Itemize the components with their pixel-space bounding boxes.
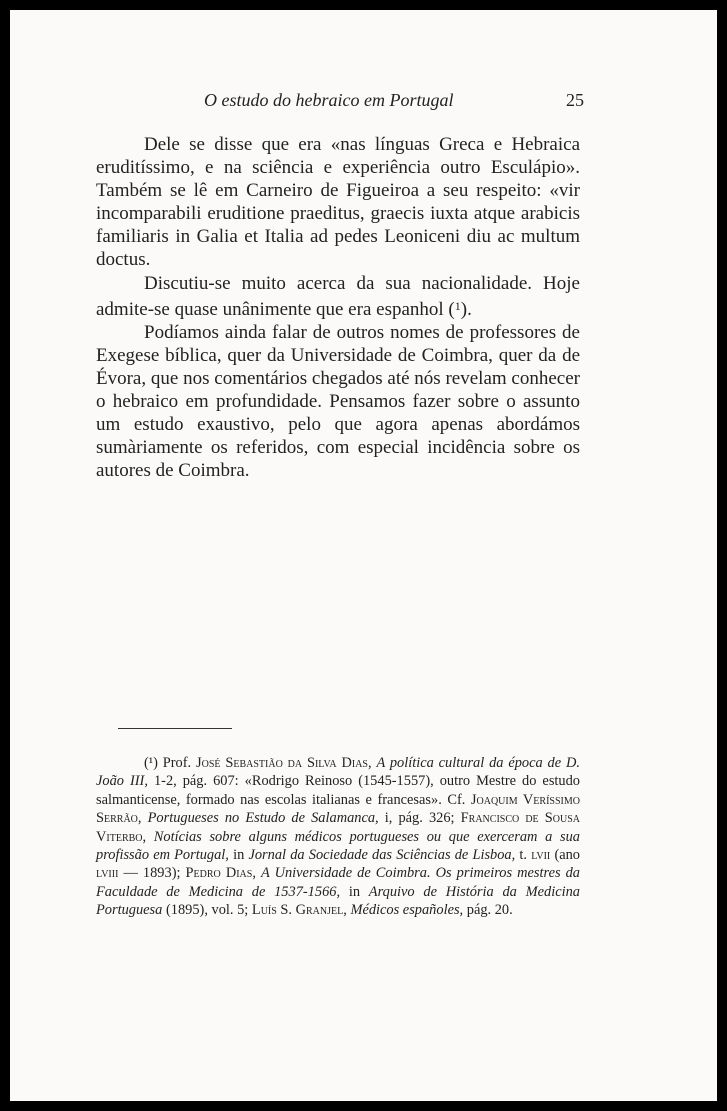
footnote-author: Francisco de Sousa Viterbo, xyxy=(96,810,580,845)
footnote-author: Joaquim Veríssimo Serrão, xyxy=(96,791,580,827)
footnote-1 xyxy=(96,754,580,920)
footnote-volume: lviii xyxy=(96,865,119,882)
footnote-author: Luís S. Granjel, xyxy=(251,902,347,919)
footnote-divider xyxy=(118,728,232,729)
footnote-text: — 1893); xyxy=(123,865,181,882)
footnote-journal-title: Jornal da Sociedade das Sciências de Lisboa, xyxy=(248,847,516,864)
footnote-author: Pedro Dias, xyxy=(185,865,256,882)
paragraph-2-end: ). xyxy=(460,298,472,320)
footnote-text: (ano xyxy=(554,847,581,864)
footnote-journal-title: Arquivo de História da Medicina Portuguesa xyxy=(96,883,580,919)
footnote-work-title: Médicos españoles, xyxy=(350,902,464,919)
running-title: O estudo do hebraico em Portugal xyxy=(204,90,454,110)
footnote-work-title: A política cultural da época de D. João III, xyxy=(96,755,580,790)
paragraph-1: Dele se disse que era «nas línguas Greca e Hebraica eruditíssimo, e na sciência e experiência outro Esculápio». Também se lê em Carneiro de Figueiroa a seu respeito: «vir incomparabili eruditione praeditus, graecis iuxta atque arabicis familiaris in Galia et Italia ad pedes Leoniceni diu ac multum doctus. xyxy=(96,134,580,271)
paragraph-2-text: Discutiu-se muito acerca da sua nacionalidade. Hoje admite-se quase unânimente que era espanhol ( xyxy=(96,272,580,320)
footnote-text: in xyxy=(348,883,361,900)
footnote-text: in xyxy=(233,847,245,864)
footnote-author: José Sebastião da Silva Dias, xyxy=(196,755,372,771)
footnote-text: i, pág. 326; xyxy=(384,810,455,827)
footnote-volume: lvii xyxy=(531,847,551,864)
footnote-work-title: A Universidade de Coimbra. Os primeiros mestres da Faculdade de Medicina de 1537-1566, xyxy=(96,865,581,900)
footnote-text: 1-2, pág. 607: «Rodrigo Reinoso (1545-1557), outro Mestre do estudo salmanticense, formado nas escolas italianas e francesas». Cf. xyxy=(96,773,580,808)
footnote-work-title: Portugueses no Estudo de Salamanca, xyxy=(147,810,379,827)
page-number: 25 xyxy=(566,90,584,110)
paragraph-2 xyxy=(96,272,580,321)
footnote-reference: 1 xyxy=(454,298,461,313)
footnote-work-title: Notícias sobre alguns médicos portugueses ou que exerceram a sua profissão em Portugal, xyxy=(96,828,580,864)
paragraph-3: Podíamos ainda falar de outros nomes de professores de Exegese bíblica, quer da Universidade de Coimbra, quer da de Évora, que nos comentários chegados até nós revelam conhecer o hebraico em profundidade. Pensamos fazer sobre o assunto um estudo exaustivo, pelo que agora apenas abordámos sumàriamente os referidos, com especial incidência sobre os autores de Coimbra. xyxy=(96,321,580,482)
footnote-marker: (¹) xyxy=(144,755,158,771)
footnote-text: (1895), vol. 5; xyxy=(165,902,249,919)
page-header xyxy=(204,90,584,122)
book-page xyxy=(10,10,717,1101)
footnote-text: Prof. xyxy=(162,755,192,771)
footnote-text: pág. 20. xyxy=(466,902,513,919)
main-text xyxy=(96,133,580,482)
footnote-text: t. xyxy=(519,847,528,864)
